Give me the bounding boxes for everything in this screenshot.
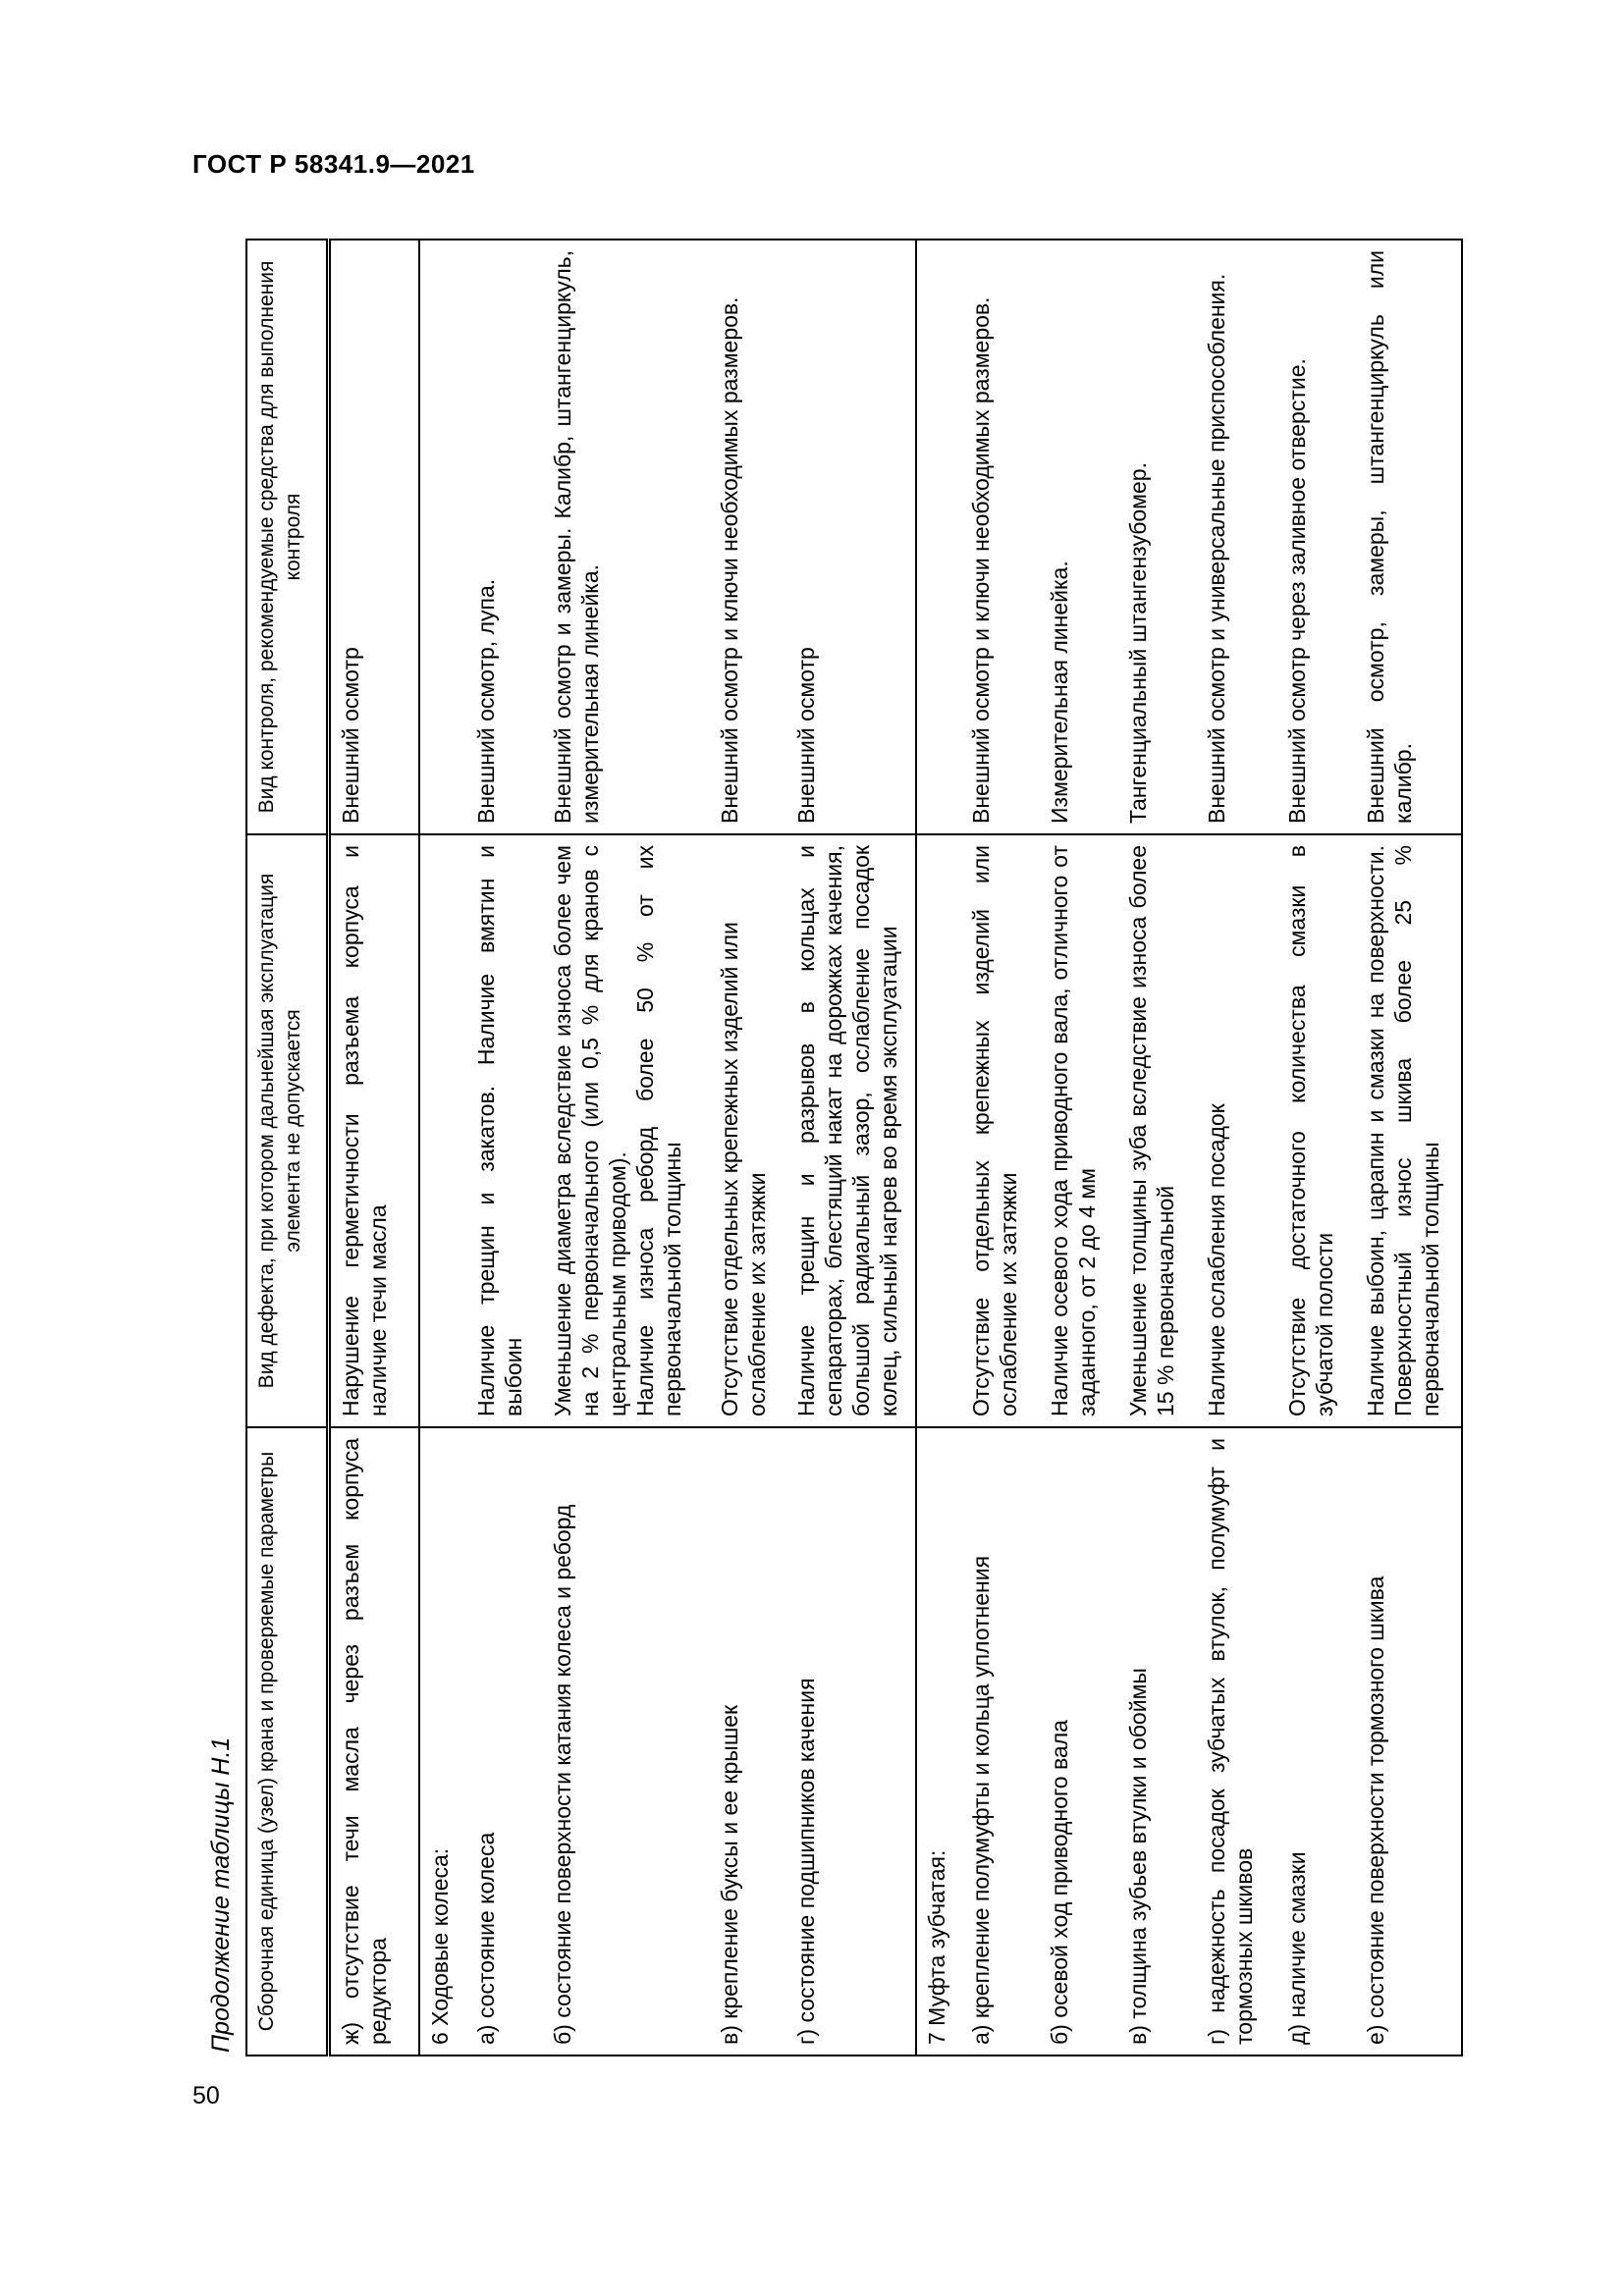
table-cell: Отсутствие отдельных крепежных изделий или ослабление их затяжки: [961, 834, 1040, 1427]
table-row: [1197, 240, 1277, 2056]
table-row: [466, 240, 543, 2056]
table-section-row: [916, 240, 961, 2056]
inspection-table: [245, 239, 1463, 2056]
table-cell: [419, 240, 466, 834]
table-row: [1356, 240, 1462, 2056]
table-cell: Измерительная линейка.: [1040, 240, 1118, 834]
rotated-table-area: [196, 191, 1473, 2056]
table-cell: Внешний осмотр, замеры, штангенциркуль или калибр.: [1356, 240, 1462, 834]
column-header: Сборочная единица (узел) крана и проверяемые параметры: [246, 1427, 329, 2056]
table-cell: д) наличие смазки: [1277, 1427, 1356, 2056]
table-cell: Внешний осмотр, лупа.: [466, 240, 543, 834]
table-cell: б) состояние поверхности катания колеса и реборд: [543, 1427, 710, 2056]
table-cell: [419, 834, 466, 1427]
table-cell: а) крепление полумуфты и кольца уплотнения: [961, 1427, 1040, 2056]
table-cell: [916, 240, 961, 834]
table-row: [786, 240, 916, 2056]
table-cell: в) толщина зубьев втулки и обоймы: [1118, 1427, 1197, 2056]
table-header-row: [246, 240, 329, 2056]
table-cell: Нарушение герметичности разъема корпуса и наличие течи масла: [329, 834, 419, 1427]
table-section-row: [419, 240, 466, 2056]
table-cell: Внешний осмотр через заливное отверстие.: [1277, 240, 1356, 834]
defect-text: Наличие износа реборд более 50 % от их первоначальной толщины: [631, 845, 685, 1416]
table-cell: Внешний осмотр: [329, 240, 419, 834]
table-cell: г) надежность посадок зубчатых втулок, полумуфт и тормозных шкивов: [1197, 1427, 1277, 2056]
table-cell: Наличие выбоин, царапин и смазки на поверхности. Поверхностный износ шкива более 25 % первоначальной толщины: [1356, 834, 1462, 1427]
table-row: [961, 240, 1040, 2056]
table-cell: Внешний осмотр и ключи необходимых размеров.: [710, 240, 786, 834]
table-cell: Отсутствие отдельных крепежных изделий или ослабление их затяжки: [710, 834, 786, 1427]
table-cell: а) состояние колеса: [466, 1427, 543, 2056]
table-cell: Наличие трещин и разрывов в кольцах и сепараторах, блестящий накат на дорожках качения, большой радиальный зазор, ослабление посадок колец, сильный нагрев во время эксплуатации: [786, 834, 916, 1427]
table-cell: 7 Муфта зубчатая:: [916, 1427, 961, 2056]
table-cell: 6 Ходовые колеса:: [419, 1427, 466, 2056]
table-cell: Наличие трещин и закатов. Наличие вмятин и выбоин: [466, 834, 543, 1427]
table-cell: Наличие ослабления посадок: [1197, 834, 1277, 1427]
table-row: [543, 240, 710, 2056]
table-row: [1040, 240, 1118, 2056]
page-number: 50: [192, 2082, 220, 2109]
document-code: ГОСТ Р 58341.9—2021: [192, 149, 475, 179]
table-cell: Уменьшение толщины зуба вследствие износа более 15 % первоначальной: [1118, 834, 1197, 1427]
table-caption: Продолжение таблицы Н.1: [207, 1736, 235, 2053]
table-cell: [916, 834, 961, 1427]
table-cell: Тангенциальный штангензубомер.: [1118, 240, 1197, 834]
table-cell: Внешний осмотр и универсальные приспособления.: [1197, 240, 1277, 834]
table-cell: Наличие осевого хода приводного вала, отличного от заданного, от 2 до 4 мм: [1040, 834, 1118, 1427]
table-cell: б) осевой ход приводного вала: [1040, 1427, 1118, 2056]
table-row: [329, 240, 419, 2056]
table-cell: г) состояние подшипников качения: [786, 1427, 916, 2056]
table-cell: Внешний осмотр: [786, 240, 916, 834]
table-cell: [543, 834, 710, 1427]
table-cell: Отсутствие достаточного количества смазки в зубчатой полости: [1277, 834, 1356, 1427]
column-header: Вид контроля, рекомендуемые средства для выполнения контроля: [246, 240, 329, 834]
defect-text: Уменьшение диаметра вследствие износа более чем на 2 % первоначального (или 0,5 % для кранов с центральным приводом).: [549, 845, 630, 1416]
table-cell: е) состояние поверхности тормозного шкива: [1356, 1427, 1462, 2056]
table-row: [1118, 240, 1197, 2056]
table-cell: ж) отсутствие течи масла через разъем корпуса редуктора: [329, 1427, 419, 2056]
table-cell: в) крепление буксы и ее крышек: [710, 1427, 786, 2056]
column-header: Вид дефекта, при котором дальнейшая эксплуатация элемента не допускается: [246, 834, 329, 1427]
table-row: [710, 240, 786, 2056]
table-cell: Внешний осмотр и замеры. Калибр, штангенциркуль, измерительная линейка.: [543, 240, 710, 834]
table-row: [1277, 240, 1356, 2056]
table-cell: Внешний осмотр и ключи необходимых размеров.: [961, 240, 1040, 834]
